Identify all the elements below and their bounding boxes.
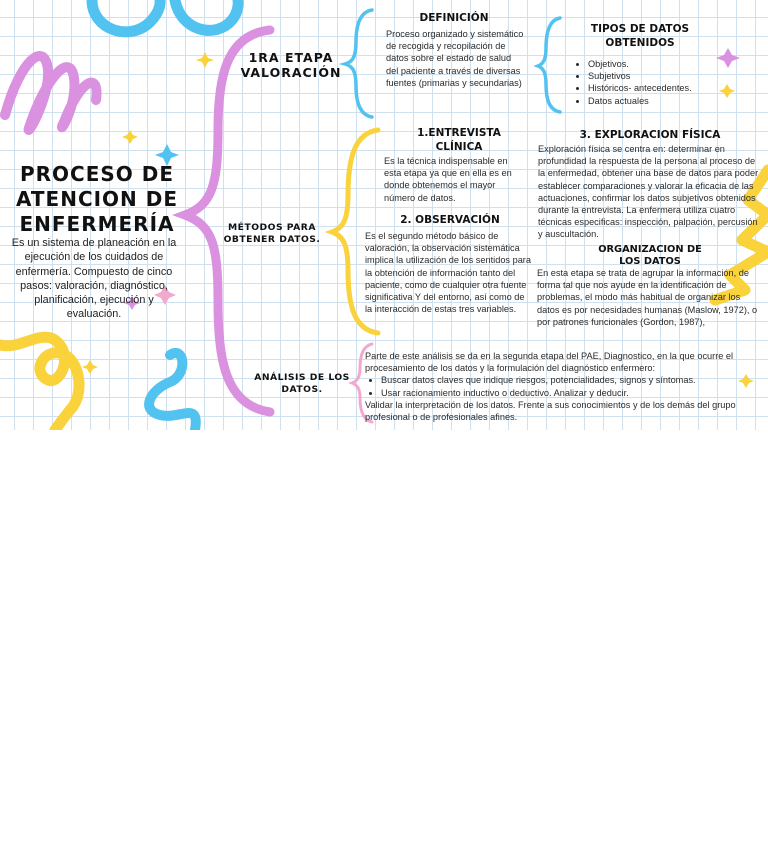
purple-loops xyxy=(5,56,97,130)
list-item: • Buscar datos claves que indique riesgos, potencialidades, signos y síntomas. xyxy=(381,374,765,386)
mind-map-canvas xyxy=(0,0,768,430)
list-item: • Objetivos. xyxy=(588,58,748,70)
blue-curl xyxy=(149,353,196,430)
analysis-intro: Parte de este análisis se da en la segunda etapa del PAE, Diagnostico, en la que ocurre el procesamiento de los datos y la formulación del diagnóstico enfermero: xyxy=(365,351,734,374)
interview-heading: 1.ENTREVISTA CLÍNICA xyxy=(417,127,501,153)
analysis-list xyxy=(365,374,765,398)
observation-heading: 2. OBSERVACIÓN xyxy=(400,214,500,226)
definition-heading: DEFINICIÓN xyxy=(419,12,489,24)
data-types-list xyxy=(576,58,748,107)
analysis-outro: Validar la interpretación de los datos. Frente a sus conocimientos y de los demás del grupo profesional o de profesionales afines. xyxy=(365,399,736,423)
list-item: • Usar racionamiento inductivo o deductivo. Analizar y deducir. xyxy=(381,387,765,399)
observation-text: Es el segundo método básico de valoración, la observación sistemática implica la utilización de los sentidos para la obtención de información tanto del paciente, como de cualquier otra fuente significativa Y del entorno, así como de la interacción de estas tres variables. xyxy=(365,231,531,315)
blue-squiggle-top xyxy=(92,0,238,32)
sparkle-icon xyxy=(196,52,214,68)
main-brace xyxy=(185,30,270,412)
methods-label: MÉTODOS PARA OBTENER DATOS. xyxy=(223,222,321,245)
stage-label: 1RA ETAPA VALORACIÓN xyxy=(240,50,342,80)
list-item: • Datos actuales xyxy=(588,95,748,107)
organization-text: En esta etapa se trata de agrupar la información, de forma tal que nos ayude en la identificación de problemas, el modo más habitual de organizar los datos es por necesidades humanas (Maslow, 1972), o por patrones funcionales (Gordon, 1987), xyxy=(537,268,758,327)
yellow-curl xyxy=(0,337,79,430)
sparkle-icon xyxy=(82,360,98,374)
interview-text: Es la técnica indispensable en esta etapa ya que en ella es en donde obtenemos el mayor número de datos. xyxy=(384,156,512,203)
analysis-block xyxy=(365,350,765,423)
exam-text: Exploración física se centra en: determinar en profundidad la respuesta de la persona al proceso de la enfermedad, obtener una base de datos para poder establecer comparaciones y valorar la eficacia de las actuaciones, confirmar los datos subjetivos obtenidos durante la entrevista. La enfermera utiliza cuatro técnicas especificas: inspección, palpación, percusión y auscultación. xyxy=(538,144,759,240)
data-types-brace xyxy=(538,18,560,112)
definition-text: Proceso organizado y sistemático de recogida y recopilación de datos sobre el estado de salud del paciente a través de diversas fuentes (primarias y secundarias) xyxy=(386,29,524,88)
intro-text: Es un sistema de planeación en la ejecución de los cuidados de enfermería. Compuesto de cinco pasos: valoración, diagnóstico, planificación, ejecución y evaluación. xyxy=(11,237,177,321)
definition-brace xyxy=(345,10,372,117)
list-item: • Subjetivos xyxy=(588,70,748,82)
exam-heading: 3. EXPLORACION FÍSICA xyxy=(579,129,721,141)
organization-heading: ORGANIZACION DE LOS DATOS xyxy=(598,244,702,267)
data-types-heading: TIPOS DE DATOS OBTENIDOS xyxy=(590,23,690,49)
sparkle-icon xyxy=(122,130,138,144)
main-title: PROCESO DE ATENCION DE ENFERMERÍA xyxy=(15,162,179,236)
list-item: • Históricos- antecedentes. xyxy=(588,82,748,94)
analysis-label: ANÁLISIS DE LOS DATOS. xyxy=(254,372,350,395)
